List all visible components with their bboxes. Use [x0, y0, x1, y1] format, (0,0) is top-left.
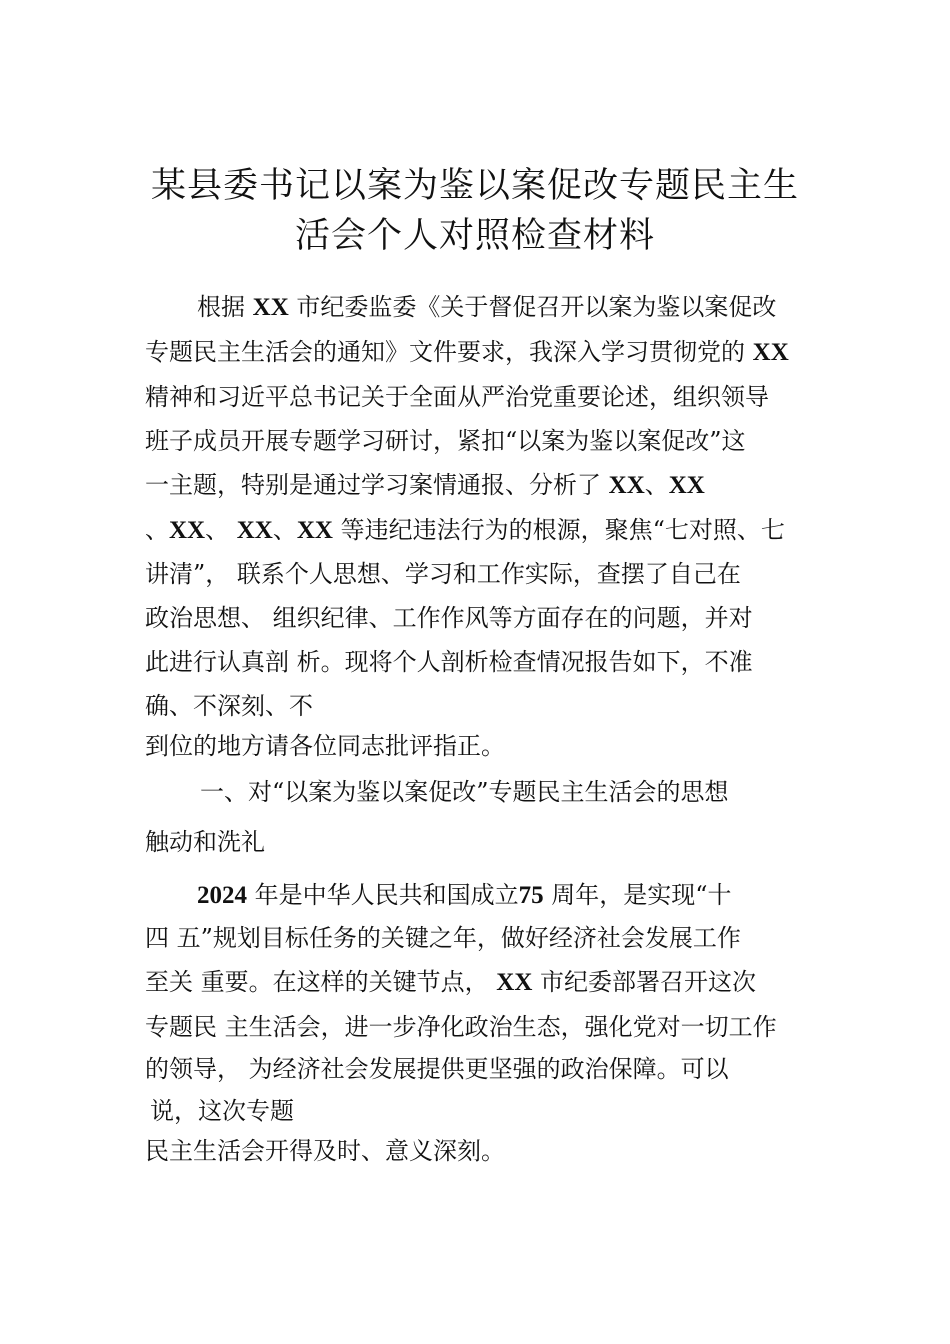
bold-text: XX — [608, 472, 645, 499]
text: 、 — [205, 516, 237, 544]
body-line — [145, 918, 741, 953]
text: 、 — [272, 516, 297, 544]
bold-text: XX — [752, 339, 789, 366]
bold-text: XX — [496, 969, 533, 996]
bold-text: XX — [668, 472, 705, 499]
body-line — [145, 962, 756, 997]
text: 触动和洗礼 — [145, 828, 265, 856]
text: 周年，是实现“十 — [543, 881, 732, 909]
text: 、 — [644, 471, 669, 499]
body-line — [145, 686, 313, 721]
body-line — [145, 642, 753, 677]
bold-text: XX — [252, 294, 289, 321]
text: 年是中华人民共和国成立 — [247, 881, 519, 909]
body-line — [145, 554, 741, 589]
text: 专题民主生活会的通知》文件要求，我深入学习贯彻党的 — [145, 338, 753, 366]
body-line — [145, 421, 746, 456]
body-line — [145, 1007, 777, 1042]
bold-text: XX — [296, 517, 333, 544]
text: 市纪委监委《关于督促召开以案为鉴以案促改 — [288, 293, 777, 321]
body-line — [150, 1091, 294, 1126]
bold-text: XX — [169, 517, 206, 544]
text: 讲清”， 联系个人思想、学习和工作实际，查摆了自己在 — [145, 560, 741, 588]
body-line — [145, 598, 753, 633]
text: 市纪委部署召开这次 — [532, 968, 757, 996]
document-title-line-2: 活会个人对照检查材料 — [294, 216, 655, 256]
bold-text: 75 — [518, 882, 544, 909]
body-line — [197, 287, 776, 322]
section-heading — [145, 822, 265, 857]
text: 四 五”规划目标任务的关键之年，做好经济社会发展工作 — [145, 924, 741, 952]
body-line — [145, 1131, 505, 1166]
document-title-line-1: 某县委书记以案为鉴以案促改专题民主生 — [150, 166, 799, 206]
body-line — [145, 377, 769, 412]
text: 民主生活会开得及时、意义深刻。 — [145, 1137, 505, 1165]
bold-text: XX — [236, 517, 273, 544]
text: 精神和习近平总书记关于全面从严治党重要论述，组织领导 — [145, 383, 769, 411]
text: 、 — [145, 516, 169, 544]
text: 等违纪违法行为的根源，聚焦“七对照、七 — [332, 516, 785, 544]
text: 的领导， 为经济社会发展提供更坚强的政治保障。可以 — [145, 1055, 729, 1083]
text: 说，这次专题 — [150, 1097, 294, 1125]
text: 确、不深刻、不 — [145, 692, 313, 720]
text: 政治思想、 组织纪律、工作作风等方面存在的问题，并对 — [145, 604, 753, 632]
body-line — [145, 510, 785, 545]
text: 到位的地方请各位同志批评指正。 — [145, 732, 505, 760]
body-line — [145, 726, 505, 761]
body-line — [145, 1049, 729, 1084]
body-line — [145, 465, 705, 500]
text: 一、对“以案为鉴以案促改”专题民主生活会的思想 — [200, 778, 729, 806]
body-line — [197, 875, 732, 910]
text: 根据 — [197, 293, 253, 321]
text: 此进行认真剖 析。现将个人剖析检查情况报告如下，不准 — [145, 648, 753, 676]
text: 一主题，特别是通过学习案情通报、分析了 — [145, 471, 609, 499]
text: 专题民 主生活会，进一步净化政治生态，强化党对一切工作 — [145, 1013, 777, 1041]
body-line — [145, 332, 789, 367]
bold-text: 2024 — [197, 882, 247, 909]
text: 班子成员开展专题学习研讨，紧扣“以案为鉴以案促改”这 — [145, 427, 746, 455]
section-heading — [200, 772, 729, 807]
text: 至关 重要。在这样的关键节点， — [145, 968, 497, 996]
